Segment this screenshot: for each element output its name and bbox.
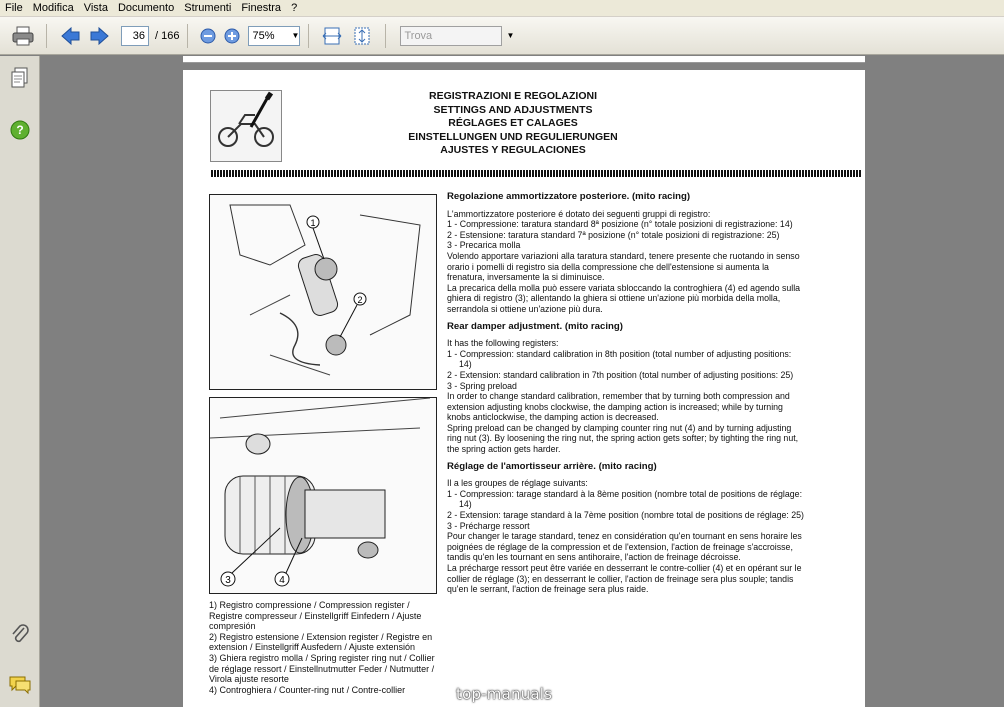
callout-2: 2 xyxy=(357,295,363,305)
chevron-down-icon: ▼ xyxy=(291,31,300,40)
figure-shock-top xyxy=(209,194,437,390)
caption-item: 3) Ghiera registro molla / Spring register ring nut / Collier de réglage ressort / Einstellnutmutter Feder / Nutmutter / Virola ajuste resorte xyxy=(209,652,435,685)
navigation-sidebar xyxy=(0,56,40,707)
list-item: 1 - Compressione: taratura standard 8ª posizione (n° totale posizioni di registrazione: 14) xyxy=(447,219,793,230)
svg-text:?: ? xyxy=(16,123,24,137)
title-de: EINSTELLUNGEN UND REGULIERUNGEN xyxy=(408,130,618,143)
next-page-button[interactable] xyxy=(87,23,113,49)
comments-button[interactable] xyxy=(8,673,32,697)
title-es: AJUSTES Y REGULACIONES xyxy=(440,144,586,156)
paragraph: Spring preload can be changed by clamping counter ring nut (4) and by turning adjusting ring nut (3). By loosening the ring nut, the spring action gets softer; by tighting the ring nut, the spring action gets harder. xyxy=(447,422,799,455)
zoom-level-select[interactable] xyxy=(248,26,300,46)
paragraph: La précharge ressort peut être variée en desserrant le contre-collier (4) et en opérant sur le collier de réglage (3); en desserrant le collier, l'action de freinage sera plus souple; tandis qu'en le serrant, l'action de freinage sera plus raide. xyxy=(447,563,802,595)
paragraph: It has the following registers: xyxy=(447,338,559,349)
toolbar-separator xyxy=(46,24,47,48)
zoom-in-button[interactable] xyxy=(222,23,242,49)
arrow-left-icon xyxy=(59,25,81,47)
find-options-chevron-icon[interactable]: ▼ xyxy=(506,31,515,40)
find-input[interactable]: Trova xyxy=(400,26,502,46)
previous-page-bottom xyxy=(183,56,865,63)
title-it: REGISTRAZIONI E REGOLAZIONI xyxy=(428,90,597,102)
list-item: 3 - Précharge ressort xyxy=(447,520,530,531)
arrow-right-icon xyxy=(89,25,111,47)
list-item: 2 - Extension: tarage standard à la 7ème position (nombre total de positions de réglage: 25) xyxy=(447,510,804,521)
paragraph: Volendo apportare variazioni alla taratura standard, tenere presente che ruotando in senso orario i pomelli di registro sia della compressione che dell'estensione si aumenta la frenatura, inversamente la si diminuisce. xyxy=(447,250,800,283)
text-column xyxy=(447,192,805,595)
pages-icon xyxy=(10,67,30,89)
caption-item: 4) Controghiera / Counter-ring nut / Contre-collier xyxy=(209,684,406,695)
caption-item: 2) Registro estensione / Extension register / Registre en extension / Einstellgriff Ausfedern / Ajuste extensión xyxy=(209,631,433,653)
fit-width-button[interactable] xyxy=(319,23,345,49)
motorcycle-screwdriver-icon xyxy=(211,91,281,161)
printer-icon xyxy=(11,25,35,47)
help-button[interactable] xyxy=(8,118,32,142)
page-total: / 166 xyxy=(155,29,180,42)
callout-3: 3 xyxy=(225,575,231,586)
figure-captions xyxy=(209,600,437,695)
heading-english: Rear damper adjustment. (mito racing) xyxy=(447,320,623,332)
title-fr: RÉGLAGES ET CALAGES xyxy=(448,117,578,129)
figure-shock-spring xyxy=(209,397,437,594)
toolbar-separator xyxy=(187,24,188,48)
menu-help[interactable]: ? xyxy=(291,2,298,14)
menu-strumenti[interactable]: Strumenti xyxy=(184,2,232,14)
list-item: 2 - Estensione: taratura standard 7ª posizione (n° totale posizioni di registrazione: 25) xyxy=(447,229,780,240)
spring-ring-nut-drawing xyxy=(210,398,436,593)
menu-modifica[interactable]: Modifica xyxy=(32,2,74,14)
paragraph: Pour changer le tarage standard, tenez en considération qu'en tournant en sens horaire les poignées de réglage de la compression et de l'extension, l'action de freinage s'accroisse, tandis qu'en les tournant en sens antihoraire, l'action de freinage décroisse. xyxy=(447,531,802,563)
paragraph: Il a les groupes de réglage suivants: xyxy=(447,478,588,489)
paragraph: In order to change standard calibration, remember that by turning both compression and extension adjusting knobs clockwise, the damping action is increased; while by turning knobs anticlockwise, the damping action is decreased. xyxy=(447,391,790,423)
menu-file[interactable]: File xyxy=(5,2,23,14)
previous-page-button[interactable] xyxy=(57,23,83,49)
page-number-input[interactable]: 36 xyxy=(121,26,149,46)
help-icon xyxy=(9,119,31,141)
pages-panel-button[interactable] xyxy=(8,66,32,90)
pdf-page xyxy=(183,70,865,707)
title-en: SETTINGS AND ADJUSTMENTS xyxy=(433,103,593,116)
toolbar-separator xyxy=(308,24,309,48)
fit-width-icon xyxy=(321,25,343,47)
attachments-button[interactable] xyxy=(8,622,32,646)
list-item: 2 - Extension: standard calibration in 7th position (total number of adjusting positions: 25) xyxy=(447,369,794,380)
paragraph: L'ammortizzatore posteriore é dotato dei seguenti gruppi di registro: xyxy=(447,208,711,219)
toolbar-separator xyxy=(385,24,386,48)
list-item: 3 - Spring preload xyxy=(447,380,517,391)
fit-page-button[interactable] xyxy=(349,23,375,49)
paragraph: La precarica della molla può essere variata sbloccando la controghiera (4) ed agendo sulla ghiera di registro (3); allentando la ghiera si ottiene un'azione più morbida della molla, serrandola si ottiene un'azione più dura. xyxy=(447,282,801,314)
document-viewport[interactable] xyxy=(41,56,1004,707)
paperclip-icon xyxy=(9,623,31,645)
watermark: top-manuals xyxy=(456,685,553,703)
heading-french: Réglage de l'amortisseur arrière. (mito racing) xyxy=(447,460,657,472)
header-divider xyxy=(211,170,861,177)
list-item: 1 - Compression: standard calibration in 8th position (total number of adjusting positions: 14) xyxy=(447,348,792,370)
menu-documento[interactable]: Documento xyxy=(117,2,175,14)
section-icon xyxy=(210,90,282,162)
print-button[interactable] xyxy=(10,23,36,49)
zoom-value: 75% xyxy=(252,29,275,42)
menu-bar xyxy=(0,0,1004,17)
list-item: 3 - Precarica molla xyxy=(447,240,521,251)
menu-vista[interactable]: Vista xyxy=(83,2,108,14)
zoom-out-button[interactable] xyxy=(198,23,218,49)
zoom-out-icon xyxy=(199,27,217,45)
heading-italian: Regolazione ammortizzatore posteriore. (mito racing) xyxy=(447,191,691,202)
fit-page-icon xyxy=(351,25,373,47)
callout-4: 4 xyxy=(279,575,285,586)
page-titles xyxy=(373,90,653,158)
comment-icon xyxy=(8,675,32,695)
zoom-in-icon xyxy=(223,27,241,45)
list-item: 1 - Compression: tarage standard à la 8ème position (nombre total de positions de réglage: 14) xyxy=(447,488,803,510)
callout-1: 1 xyxy=(310,218,316,228)
shock-absorber-drawing xyxy=(210,195,436,389)
toolbar xyxy=(0,17,1004,55)
caption-item: 1) Registro compressione / Compression register / Registre compresseur / Einstellgriff Einfedern / Ajuste compresión xyxy=(209,600,422,632)
menu-finestra[interactable]: Finestra xyxy=(241,2,282,14)
